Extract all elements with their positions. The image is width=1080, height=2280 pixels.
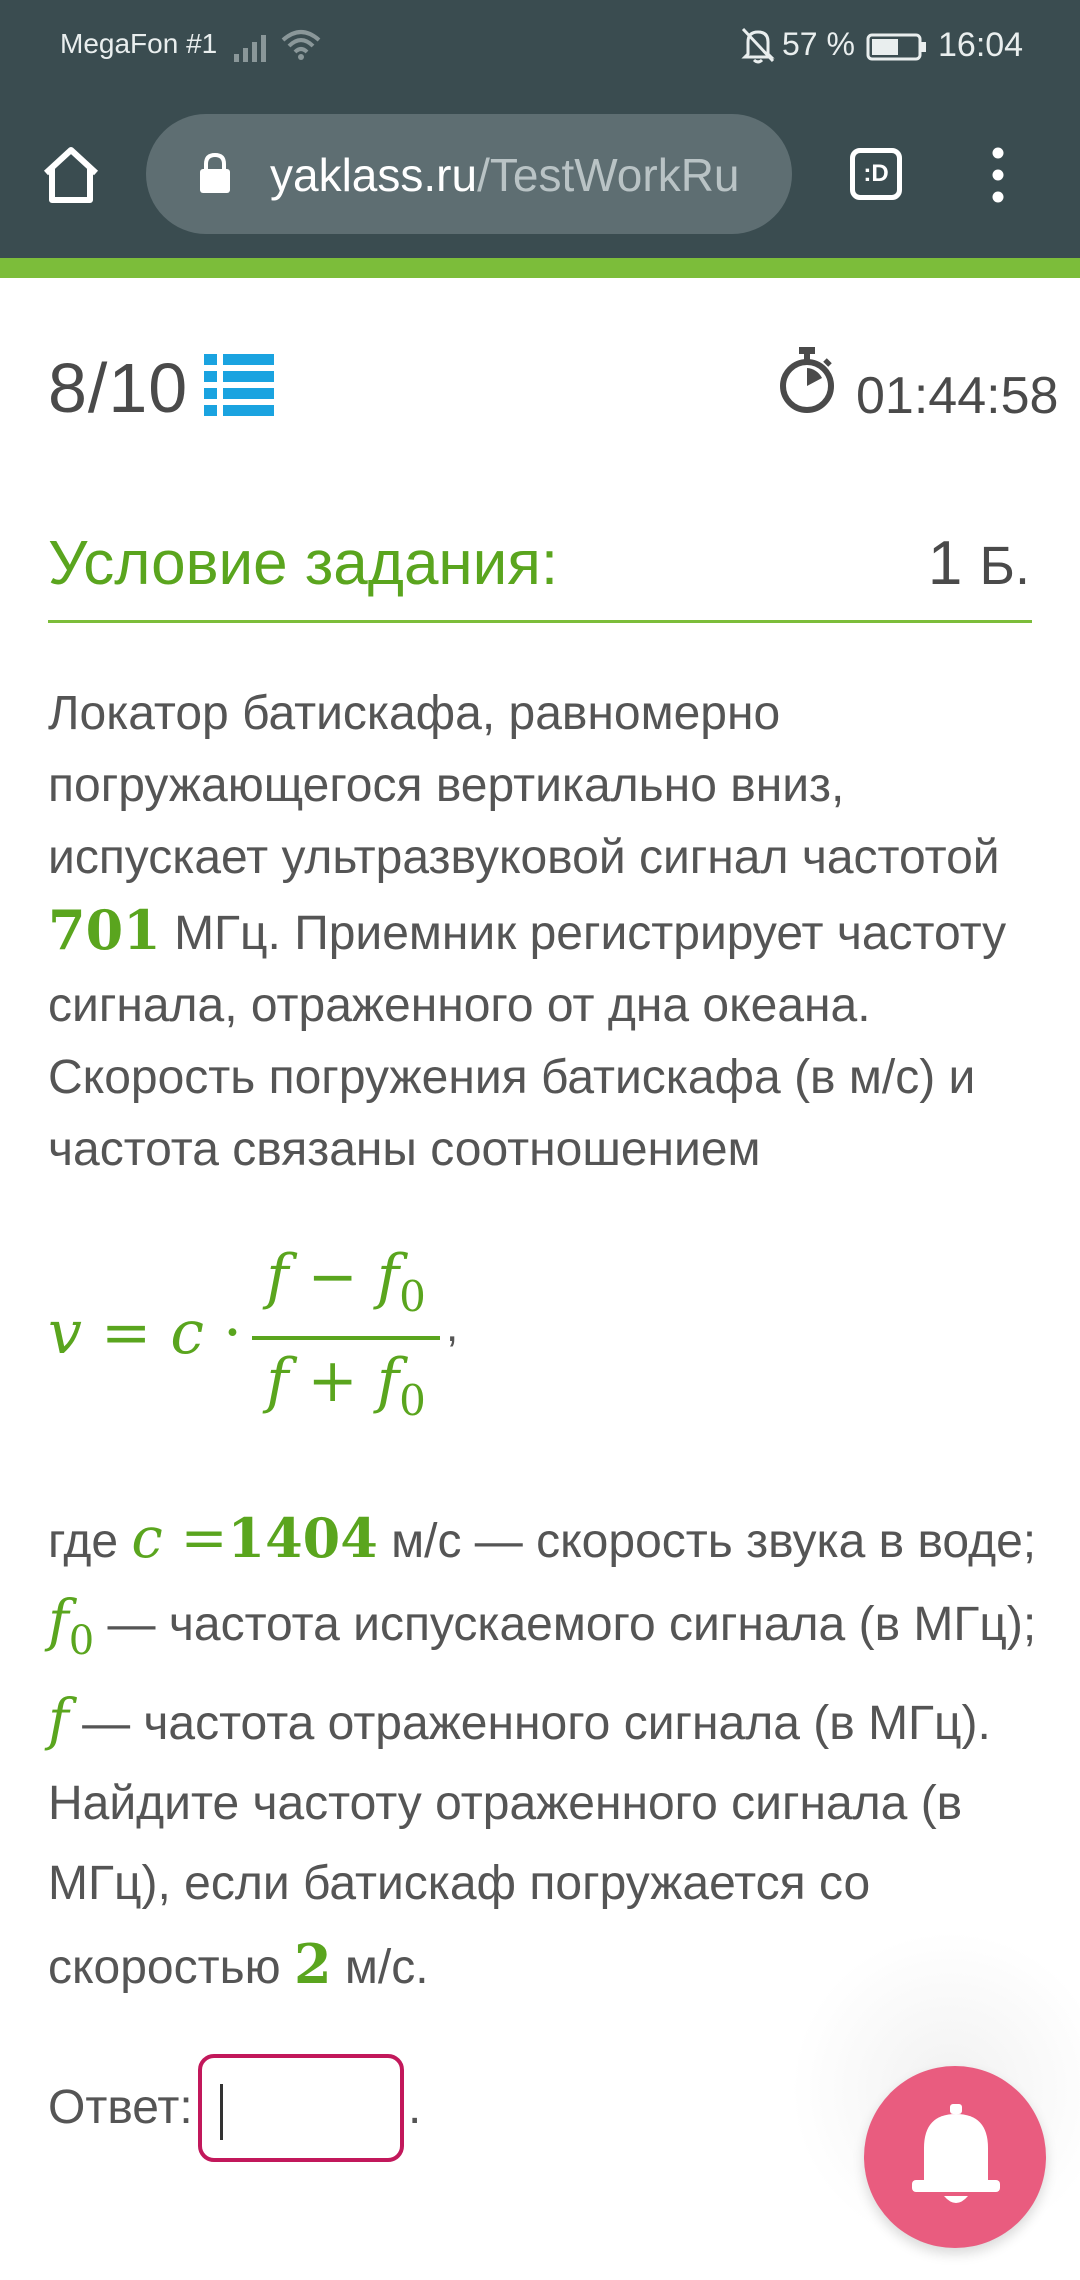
formula-f: f bbox=[266, 1242, 289, 1312]
var-f0-sub: 0 bbox=[68, 1618, 95, 1664]
carrier-name: MegaFon #1 bbox=[60, 28, 218, 59]
bell-off-icon bbox=[740, 26, 776, 64]
dive-speed-value: 2 bbox=[293, 1932, 332, 1996]
formula-dot: · bbox=[223, 1298, 243, 1368]
home-icon[interactable] bbox=[40, 145, 102, 205]
task-heading: Условие задания: bbox=[48, 529, 559, 598]
var-eq: = bbox=[162, 1506, 228, 1571]
battery-icon bbox=[866, 32, 928, 62]
task-text-part: МГц. Приемник регистрирует частоту сигнала, отраженного от дна океана. Скорость погружения батискафа (в м/с) и частота связаны соотношением bbox=[48, 907, 1007, 1176]
task-text-part: м/с — скорость звука в воде; bbox=[377, 1515, 1037, 1568]
question-counter: 8/10 bbox=[48, 349, 189, 427]
var-c: c bbox=[131, 1506, 163, 1571]
formula-f0: f bbox=[376, 1242, 400, 1312]
task-text-details bbox=[48, 1498, 1038, 2008]
answer-trailing-dot: . bbox=[408, 2081, 422, 2134]
formula-eq: = bbox=[100, 1298, 152, 1368]
points-unit: Б. bbox=[979, 536, 1030, 596]
task-text-part: м/с. bbox=[331, 1941, 429, 1994]
points-value: 1 bbox=[927, 529, 963, 598]
browser-chrome bbox=[0, 0, 1080, 258]
tab-switcher-button[interactable]: :D bbox=[850, 148, 902, 200]
formula-f: f bbox=[266, 1346, 289, 1416]
status-clock: 16:04 bbox=[938, 26, 1024, 64]
url-host: yaklass.ru bbox=[270, 149, 478, 201]
formula-f0: f bbox=[376, 1346, 400, 1416]
task-text-part: — частота отраженного сигнала (в МГц). Найдите частоту отраженного сигнала (в МГц), если батискаф погружается со скоростью bbox=[48, 1697, 991, 1994]
bell-icon bbox=[910, 2104, 1002, 2208]
signal-icon bbox=[232, 32, 272, 62]
formula-v: v bbox=[48, 1298, 82, 1368]
heading-divider bbox=[48, 620, 1032, 623]
formula-sub0: 0 bbox=[399, 1376, 426, 1425]
lock-icon bbox=[198, 152, 232, 194]
battery-percent: 57 % bbox=[782, 26, 855, 62]
formula-lhs bbox=[48, 1298, 242, 1368]
wifi-icon bbox=[280, 28, 322, 62]
task-text-part: — частота испускаемого сигнала (в МГц); bbox=[94, 1598, 1037, 1651]
fraction-bar bbox=[252, 1336, 440, 1340]
list-icon[interactable] bbox=[204, 352, 274, 418]
formula bbox=[48, 1240, 648, 1425]
address-bar[interactable] bbox=[146, 114, 792, 234]
formula-c: c bbox=[170, 1298, 204, 1368]
text-caret bbox=[220, 2084, 223, 2140]
status-bar bbox=[0, 0, 1080, 92]
frequency-value: 701 bbox=[48, 898, 161, 962]
task-text-part: где bbox=[48, 1515, 132, 1568]
test-timer: 01:44:58 bbox=[856, 367, 1059, 425]
var-f0: f bbox=[48, 1589, 69, 1654]
stopwatch-icon bbox=[778, 346, 836, 414]
sound-speed-value: 1404 bbox=[227, 1506, 378, 1570]
answer-label: Ответ: bbox=[48, 2081, 193, 2134]
answer-input[interactable] bbox=[198, 2054, 404, 2162]
page-accent-band bbox=[0, 258, 1080, 278]
task-points bbox=[928, 528, 1030, 599]
fraction-denominator bbox=[252, 1346, 440, 1425]
more-vert-icon[interactable] bbox=[978, 145, 1018, 205]
task-text-part: Локатор батискафа, равномерно погружающегося вертикально вниз, испускает ультразвуковой сигнал частотой bbox=[48, 687, 1000, 884]
notification-button[interactable] bbox=[864, 2066, 1046, 2248]
formula-minus: − bbox=[307, 1242, 358, 1312]
url-path: /TestWorkRu bbox=[477, 149, 740, 201]
var-f: f bbox=[48, 1688, 69, 1753]
formula-sub0: 0 bbox=[399, 1272, 426, 1321]
task-text-intro bbox=[48, 678, 1038, 1186]
fraction-numerator bbox=[252, 1242, 440, 1321]
formula-fraction bbox=[252, 1240, 440, 1425]
url-text bbox=[270, 148, 770, 202]
formula-plus: + bbox=[307, 1346, 358, 1416]
formula-comma: , bbox=[446, 1302, 459, 1351]
